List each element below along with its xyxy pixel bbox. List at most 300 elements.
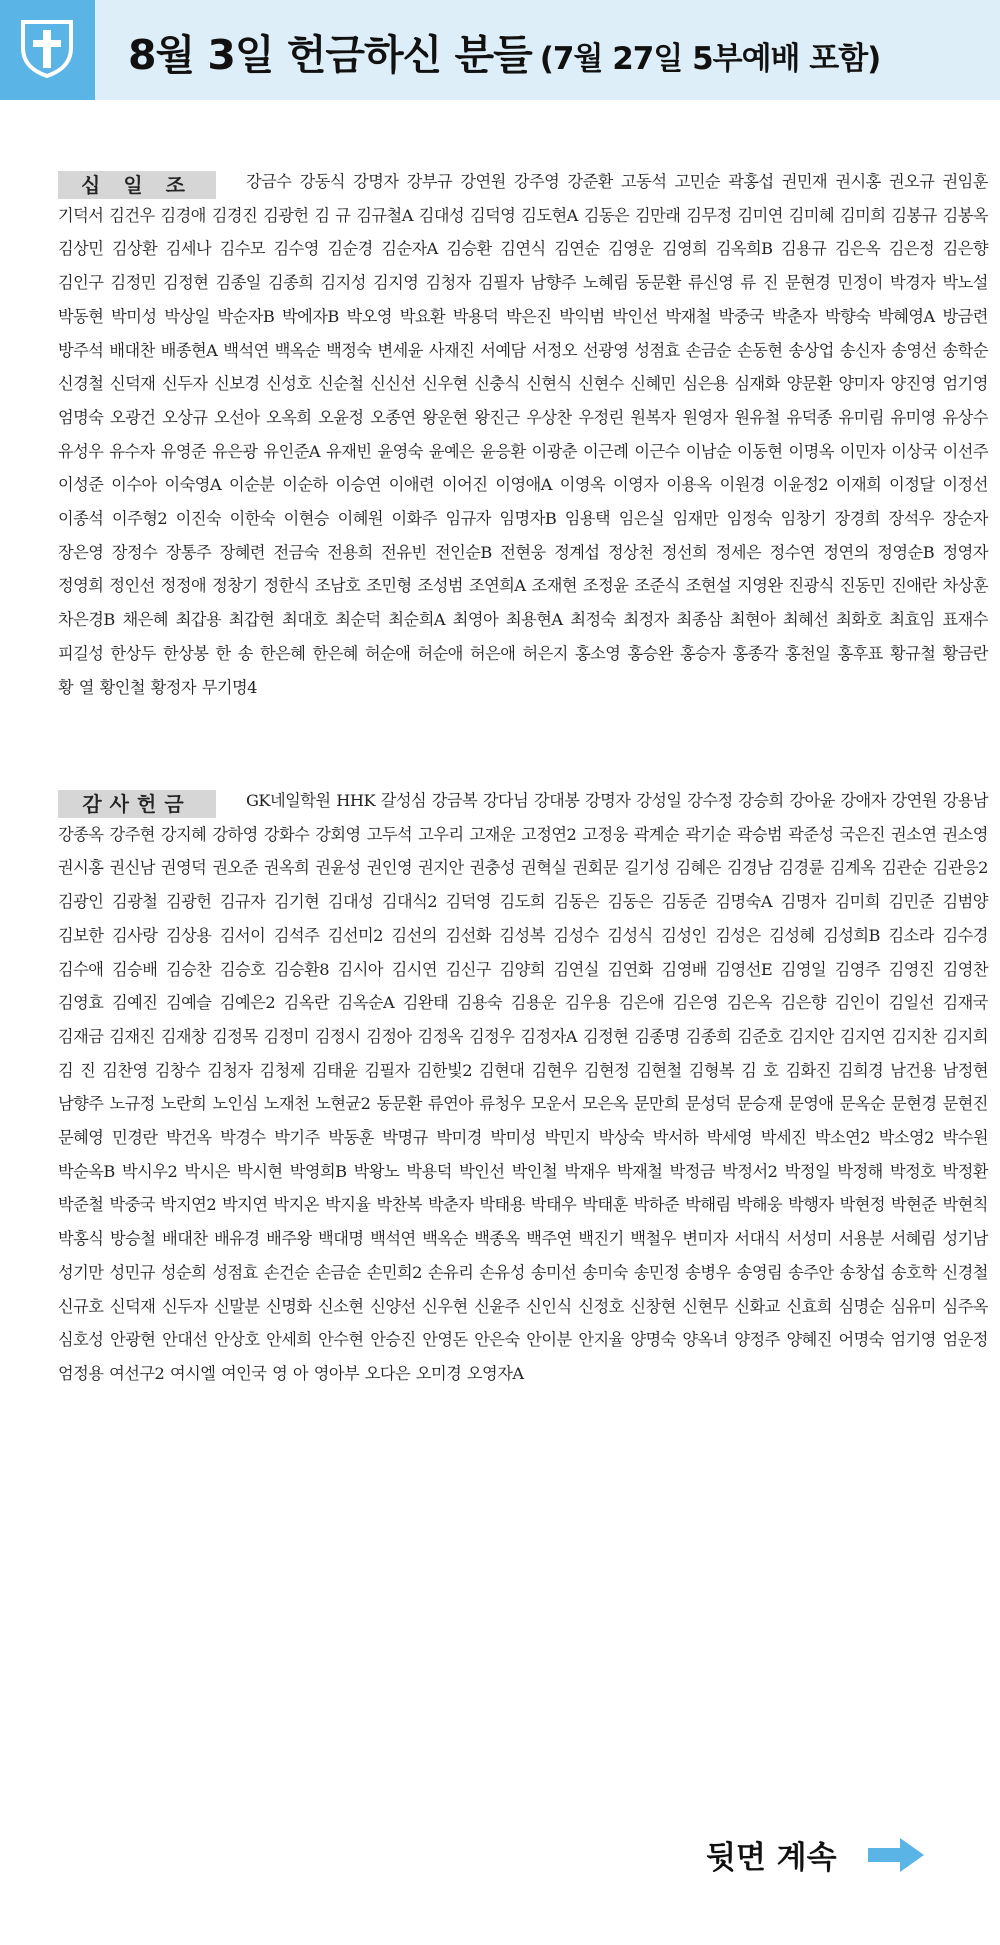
donor-name: 허은지	[522, 643, 568, 663]
donor-name: 박해림	[685, 1195, 731, 1215]
donor-name: 조남호	[314, 576, 361, 596]
donor-name: 문옥순	[839, 1094, 886, 1114]
donor-name: 여시엘	[169, 1363, 216, 1383]
donor-name: 유덕종	[786, 407, 832, 427]
donor-name: 김성은	[715, 925, 761, 945]
donor-name: 강화수	[263, 824, 310, 844]
donor-name: 오다은	[364, 1363, 411, 1383]
donor-name: 김은향	[942, 239, 988, 259]
donor-name: 손민희2	[366, 1262, 422, 1282]
donor-name: 이근례	[582, 441, 629, 461]
donor-name: 노재천	[263, 1094, 310, 1114]
donor-name: 송학순	[942, 340, 988, 360]
donor-name: 조현설	[685, 576, 732, 596]
donor-name: 류연아	[427, 1094, 474, 1114]
donor-name: 강명자	[585, 791, 631, 810]
donor-name: 고민순	[674, 172, 721, 191]
donor-name: 우정린	[578, 407, 624, 427]
donor-name: 김선화	[445, 925, 491, 945]
donor-name: 김예슬	[165, 993, 212, 1013]
donor-name: 김순경	[327, 239, 373, 259]
donor-name: 김종희	[268, 273, 314, 293]
donor-name: 김성복	[499, 925, 545, 945]
donor-name: 김연화	[607, 959, 653, 979]
donor-name: 박춘자	[427, 1195, 474, 1215]
donor-name: 임정숙	[726, 509, 773, 529]
donor-name: 백종옥	[474, 1229, 520, 1249]
donor-name: 동문환	[635, 273, 681, 293]
donor-name: 김성인	[661, 925, 707, 945]
donor-name: 김혜은	[675, 858, 721, 878]
donor-name: 이애련	[388, 475, 435, 495]
donor-name: 강회영	[315, 824, 361, 844]
donor-name: 김광인	[58, 892, 104, 912]
donor-name: 김은정	[888, 239, 935, 259]
donor-name: 박지율	[325, 1195, 371, 1215]
donor-name: 곽승범	[736, 824, 783, 844]
donor-name: 성기만	[58, 1262, 104, 1282]
donor-name: 이주형2	[111, 509, 168, 529]
donor-name: 박미경	[436, 1128, 482, 1148]
donor-name: 권임훈	[942, 172, 988, 191]
donor-name: 임용택	[564, 509, 611, 529]
donor-name: 박건옥	[166, 1128, 212, 1148]
donor-name: 박민지	[544, 1128, 590, 1148]
donor-name: 손금순	[685, 340, 732, 360]
donor-name: 갈성심	[380, 791, 427, 810]
donor-name: 곽준성	[788, 824, 834, 844]
donor-name: 김도현A	[521, 205, 578, 225]
donor-name: 이승연	[335, 475, 381, 495]
donor-name: 엄기영	[890, 1330, 936, 1350]
donor-name: 강주현	[109, 824, 155, 844]
donor-name: 박시우2	[122, 1161, 178, 1181]
donor-name: 오영자A	[466, 1363, 524, 1383]
donor-name: 신두자	[162, 374, 208, 394]
donor-name: 박인선	[612, 306, 658, 326]
donor-name: 정영순B	[877, 542, 935, 562]
donor-name: 최순덕	[335, 610, 381, 630]
donor-name: 문영애	[788, 1094, 834, 1114]
donor-name: 김범양	[942, 892, 988, 912]
donor-name: 김완태	[402, 993, 449, 1013]
donor-name: 강아윤	[789, 791, 835, 810]
cross-shield-icon	[19, 18, 75, 78]
donor-name: 국은진	[839, 824, 886, 844]
donor-name: 장순자	[942, 509, 988, 529]
donor-name: 권신남	[109, 858, 155, 878]
donor-name: 김봉규	[891, 205, 937, 225]
donor-name: 조준식	[634, 576, 680, 596]
donor-name: 고우리	[418, 824, 464, 844]
donor-name: 김옥희B	[715, 239, 773, 259]
donor-name: 강용남	[942, 791, 988, 810]
donor-name: 박정해	[837, 1161, 883, 1181]
donor-name: 김 진	[58, 1060, 96, 1080]
donor-name: 박정일	[784, 1161, 831, 1181]
donor-name: 박재우	[564, 1161, 610, 1181]
donor-name: 류청우	[479, 1094, 525, 1114]
donor-name: 고동석	[621, 172, 667, 191]
donor-name: 길기성	[623, 858, 670, 878]
donor-name: 박기주	[274, 1128, 320, 1148]
donor-name: 허은애	[469, 643, 516, 663]
donor-name: 우상찬	[526, 407, 572, 427]
donor-name: 김건우	[109, 205, 155, 225]
donor-name: 김경륜	[778, 858, 824, 878]
donor-name: 박정서2	[722, 1161, 778, 1181]
donor-name: 강승희	[738, 791, 784, 810]
donor-name: 서정오	[531, 340, 577, 360]
donor-name: 김규자	[219, 892, 266, 912]
donor-name: 김희경	[837, 1060, 884, 1080]
donor-name: 김정자A	[520, 1026, 577, 1046]
donor-name: 유재빈	[326, 441, 372, 461]
donor-name: 정정애	[160, 576, 207, 596]
donor-name: 김예은2	[219, 993, 276, 1013]
donor-name: 곽홍섭	[728, 172, 774, 191]
donor-name: 김인이	[834, 993, 880, 1013]
donor-name: 강금수	[246, 172, 292, 191]
donor-name: 신명화	[266, 1296, 312, 1316]
donor-name: 김 호	[741, 1060, 779, 1080]
donor-name: 심재화	[734, 374, 780, 394]
donor-name: 강수정	[687, 791, 733, 810]
donor-name: 정선희	[661, 542, 708, 562]
donor-name: 박세진	[760, 1128, 807, 1148]
donor-name: 사재진	[428, 340, 475, 360]
donor-name: 유은광	[212, 441, 258, 461]
donor-name: 원유철	[734, 407, 780, 427]
donor-name: 전인순B	[435, 542, 492, 562]
donor-name: 김연순	[554, 239, 600, 259]
donor-name: 박경수	[220, 1128, 266, 1148]
donor-name: 오종연	[370, 407, 416, 427]
thanks-offering-names	[58, 784, 988, 1391]
donor-name: 안영돈	[422, 1330, 468, 1350]
donor-name: 유상수	[942, 407, 988, 427]
donor-name: 최정숙	[570, 610, 616, 630]
donor-name: 이순하	[282, 475, 328, 495]
donor-name: 최순희A	[388, 610, 446, 630]
donor-name: 이혜원	[337, 509, 383, 529]
donor-name: 김소라	[888, 925, 934, 945]
donor-name: 변세윤	[377, 340, 423, 360]
donor-name: 김영효	[58, 993, 104, 1013]
donor-name: 오옥희	[266, 407, 312, 427]
donor-name: 김덕영	[470, 205, 516, 225]
donor-name: 안승진	[370, 1330, 416, 1350]
donor-name: 김양희	[499, 959, 545, 979]
donor-name: 이현승	[283, 509, 330, 529]
donor-name: 권영덕	[160, 858, 207, 878]
donor-name: 강명자	[353, 172, 399, 191]
donor-name: 최용현A	[505, 610, 563, 630]
donor-name: 표재수	[942, 610, 988, 630]
donor-name: 김대성	[418, 205, 465, 225]
donor-name: 남향주	[530, 273, 576, 293]
donor-name: 진광식	[788, 576, 834, 596]
donor-name: 이성준	[58, 475, 104, 495]
donor-name: 정영자	[942, 542, 988, 562]
donor-name: 박중국	[718, 306, 765, 326]
donor-name: 김경애	[160, 205, 206, 225]
donor-name: 최혜선	[783, 610, 829, 630]
donor-name: 오상규	[162, 407, 208, 427]
donor-name: 김정현	[582, 1026, 629, 1046]
donor-name: 허순애	[364, 643, 411, 663]
donor-name: 신말분	[214, 1296, 260, 1316]
donor-name: 최종삼	[676, 610, 723, 630]
donor-name: 김영배	[661, 959, 707, 979]
donor-name: 김연실	[553, 959, 599, 979]
donor-name: 이한숙	[229, 509, 276, 529]
donor-name: 강부규	[406, 172, 453, 191]
donor-name: 조성범	[417, 576, 464, 596]
donor-name: 김은옥	[726, 993, 773, 1013]
donor-name: 장통주	[165, 542, 212, 562]
donor-name: 손금순	[315, 1262, 361, 1282]
donor-name: 박미성	[111, 306, 157, 326]
donor-name: 백정숙	[326, 340, 372, 360]
donor-name: 김 규	[314, 205, 351, 225]
donor-name: 김준호	[737, 1026, 783, 1046]
donor-name: 김미연	[737, 205, 783, 225]
donor-name: 김용운	[510, 993, 557, 1013]
donor-name: 이숙영A	[164, 475, 222, 495]
donor-name: 신효희	[786, 1296, 832, 1316]
donor-name: 채은혜	[122, 610, 168, 630]
donor-name: 유인준A	[263, 441, 321, 461]
donor-name: 권충성	[469, 858, 516, 878]
donor-name: 신우현	[422, 374, 468, 394]
donor-name: 양진영	[890, 374, 936, 394]
donor-name: 김성식	[607, 925, 653, 945]
donor-name: 권윤성	[315, 858, 361, 878]
donor-name: 김정우	[469, 1026, 515, 1046]
donor-name: 김한빛2	[416, 1060, 473, 1080]
donor-name: 안지율	[578, 1330, 624, 1350]
donor-name: 엄기영	[942, 374, 988, 394]
donor-name: 김영찬	[942, 959, 989, 979]
donor-name: 박동훈	[328, 1128, 374, 1148]
donor-name: 김옥순A	[337, 993, 395, 1013]
donor-name: 안수현	[318, 1330, 364, 1350]
donor-name: 김사랑	[111, 925, 158, 945]
donor-name: 신경철	[58, 374, 104, 394]
donor-name: 박동현	[58, 306, 104, 326]
donor-name: 서혜림	[890, 1229, 936, 1249]
donor-name: 박상숙	[598, 1128, 645, 1148]
donor-name: 박지연2	[160, 1195, 217, 1215]
donor-name: 김지찬	[891, 1026, 937, 1046]
donor-name: 성민규	[109, 1262, 155, 1282]
donor-name: 손건순	[263, 1262, 310, 1282]
donor-name: 권소영	[942, 824, 988, 844]
donor-name: 양정주	[734, 1330, 780, 1350]
donor-name: 이어진	[442, 475, 488, 495]
donor-name: 안이분	[526, 1330, 572, 1350]
donor-name: 김용규	[780, 239, 827, 259]
donor-name: 김경진	[211, 205, 258, 225]
donor-name: 김명자	[780, 892, 826, 912]
donor-name: 진동민	[839, 576, 886, 596]
donor-name: 김광헌	[165, 892, 212, 912]
donor-name: 김은영	[672, 993, 719, 1013]
donor-name: 신혜민	[630, 374, 676, 394]
donor-name: 유영준	[160, 441, 207, 461]
donor-name: 문현경	[891, 1094, 937, 1114]
donor-name: 문혜영	[58, 1128, 104, 1148]
donor-name: 서성미	[786, 1229, 832, 1249]
donor-name: 김순자A	[381, 239, 438, 259]
donor-name: 강성일	[636, 791, 682, 810]
donor-name: 서용분	[838, 1229, 884, 1249]
donor-name: 김용숙	[456, 993, 503, 1013]
donor-name: 박노설	[942, 273, 988, 293]
donor-name: 박현정	[839, 1195, 886, 1215]
donor-name: 박정금	[669, 1161, 716, 1181]
donor-name: 김규철A	[356, 205, 413, 225]
donor-name: HHK	[336, 791, 376, 810]
donor-name: 류 진	[740, 273, 778, 293]
donor-name: 김은옥	[834, 239, 881, 259]
donor-name: 강애자	[840, 791, 886, 810]
donor-name: 박소연2	[814, 1128, 871, 1148]
donor-name: 노인심	[212, 1094, 258, 1114]
donor-name: 조재현	[531, 576, 577, 596]
donor-name: 여인국	[221, 1363, 267, 1383]
donor-name: 김동은	[607, 892, 653, 912]
donor-name: 장은영	[58, 542, 104, 562]
donor-name: 김지영	[373, 273, 419, 293]
donor-name: 박경자	[889, 273, 936, 293]
donor-name: 고재운	[469, 824, 516, 844]
donor-name: 백주연	[526, 1229, 572, 1249]
donor-name: 박용덕	[452, 306, 499, 326]
donor-name: 이선주	[942, 441, 988, 461]
donor-name: 신현무	[682, 1296, 728, 1316]
donor-name: 강하영	[212, 824, 258, 844]
donor-name: 김미희	[840, 205, 886, 225]
donor-name: 권시홍	[835, 172, 881, 191]
donor-name: 박춘자	[771, 306, 818, 326]
donor-name: 이동현	[737, 441, 783, 461]
donor-name: 김미혜	[788, 205, 835, 225]
donor-name: 김현우	[531, 1060, 577, 1080]
donor-name: 권지안	[418, 858, 464, 878]
donor-name: 김민준	[888, 892, 934, 912]
donor-name: 김일선	[888, 993, 934, 1013]
donor-name: 박시은	[184, 1161, 230, 1181]
donor-name: 김영주	[834, 959, 881, 979]
donor-name: 김수경	[942, 925, 988, 945]
donor-name: 유성우	[58, 441, 104, 461]
donor-name: 박은진	[506, 306, 552, 326]
donor-name: 송병우	[685, 1262, 731, 1282]
donor-name: 송영림	[736, 1262, 783, 1282]
donor-name: 신소현	[318, 1296, 364, 1316]
donor-name: 고정웅	[582, 824, 628, 844]
donor-name: 김정아	[366, 1026, 412, 1046]
donor-name: 전금숙	[273, 542, 319, 562]
donor-name: 김봉옥	[942, 205, 988, 225]
donor-name: 박소영2	[878, 1128, 934, 1148]
donor-name: 전유빈	[381, 542, 427, 562]
donor-name: 김영운	[607, 239, 654, 259]
donor-name: 백옥순	[422, 1229, 468, 1249]
donor-name: 이정선	[942, 475, 988, 495]
donor-name: 문승재	[736, 1094, 783, 1114]
donor-name: 정연의	[823, 542, 869, 562]
donor-name: 김종명	[634, 1026, 680, 1046]
donor-name: 배대찬	[162, 1229, 208, 1249]
donor-name: 장석우	[888, 509, 934, 529]
donor-name: 전용희	[327, 542, 373, 562]
donor-name: 선광영	[582, 340, 629, 360]
donor-name: 김수애	[58, 959, 104, 979]
thanks-offering-section	[58, 790, 988, 1397]
donor-name: 양문환	[786, 374, 832, 394]
donor-name: 이수아	[111, 475, 157, 495]
donor-name: 한 송	[215, 643, 253, 663]
donor-name: 백석연	[223, 340, 269, 360]
title-subtitle: (7월 27일 5부예배 포함)	[539, 41, 881, 77]
donor-name: 권시홍	[58, 858, 104, 878]
donor-name: 안광현	[110, 1330, 156, 1350]
donor-name: 강연원	[891, 791, 937, 810]
donor-name: 박재철	[665, 306, 711, 326]
donor-name: 이광춘	[531, 441, 577, 461]
donor-name: 김지성	[320, 273, 366, 293]
donor-name: 김승찬	[165, 959, 212, 979]
donor-name: 김영진	[888, 959, 935, 979]
donor-name: 권옥희	[263, 858, 310, 878]
donor-name: 지영완	[737, 576, 783, 596]
donor-name: 신순철	[318, 374, 364, 394]
donor-name: 방승철	[110, 1229, 156, 1249]
donor-name: 박향숙	[824, 306, 871, 326]
donor-name: 박순옥B	[58, 1161, 115, 1181]
donor-name: 정인선	[109, 576, 155, 596]
donor-name: 정계섭	[554, 542, 600, 562]
donor-name: 신규호	[58, 1296, 104, 1316]
donor-name: 박왕노	[353, 1161, 400, 1181]
donor-name: 강종옥	[58, 824, 104, 844]
donor-name: 김화진	[785, 1060, 831, 1080]
donor-name: 동문환	[376, 1094, 422, 1114]
donor-name: 박인선	[459, 1161, 505, 1181]
donor-name: 김기현	[273, 892, 320, 912]
donor-name: 김예진	[111, 993, 158, 1013]
donor-name: 박재철	[616, 1161, 663, 1181]
donor-name: 안은숙	[474, 1330, 520, 1350]
donor-name: 심호성	[58, 1330, 104, 1350]
donor-name: 박에자B	[282, 306, 339, 326]
donor-name: 정상천	[607, 542, 654, 562]
donor-name: 김관응2	[932, 858, 988, 878]
donor-name: 신윤주	[474, 1296, 520, 1316]
donor-name: 성순희	[160, 1262, 207, 1282]
donor-name: 정영희	[58, 576, 104, 596]
donor-name: 신창현	[630, 1296, 676, 1316]
donor-name: 권오규	[888, 172, 935, 191]
donor-name: 한은혜	[312, 643, 358, 663]
donor-name: 김선미2	[327, 925, 383, 945]
donor-name: 한은혜	[259, 643, 306, 663]
donor-name: 이영애A	[495, 475, 552, 495]
donor-name: 김영선E	[715, 959, 773, 979]
